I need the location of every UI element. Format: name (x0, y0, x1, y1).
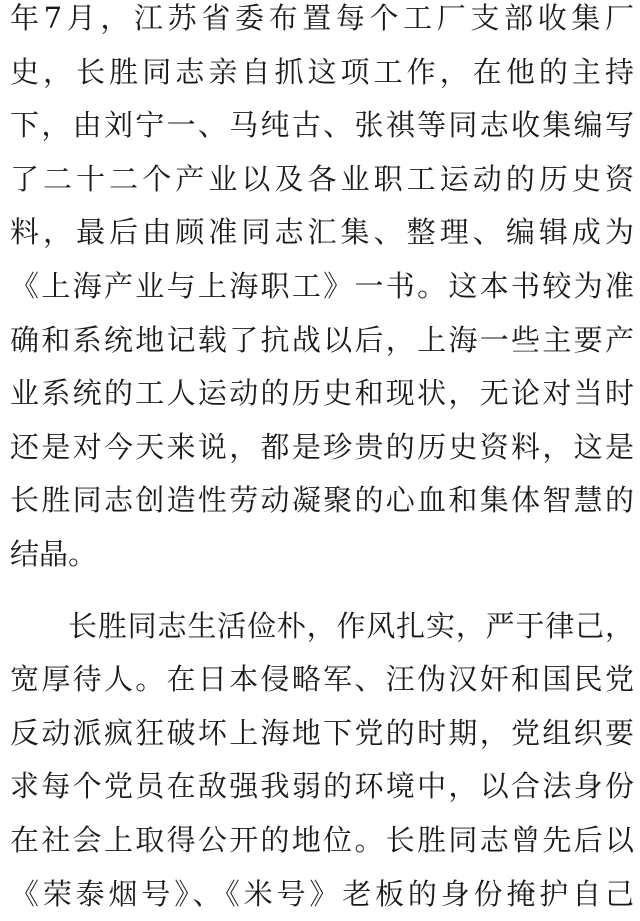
text-line: 长胜同志生活俭朴，作风扎实，严于律己， (10, 600, 634, 654)
text-line: 长胜同志创造性劳动凝聚的心血和集体智慧的 (10, 474, 634, 528)
text-line: 年7月，江苏省委布置每个工厂支部收集厂 (10, 0, 634, 46)
text-line: 确和系统地记载了抗战以后，上海一些主要产 (10, 314, 634, 368)
text-line: 在社会上取得公开的地位。长胜同志曾先后以 (10, 814, 634, 868)
text-line: 结晶。 (10, 528, 634, 582)
text-line: 史，长胜同志亲自抓这项工作，在他的主持 (10, 46, 634, 100)
text-line: 了二十二个产业以及各业职工运动的历史资 (10, 153, 634, 207)
text-line: 下，由刘宁一、马纯古、张祺等同志收集编写 (10, 99, 634, 153)
text-line: 《上海产业与上海职工》一书。这本书较为准 (10, 260, 634, 314)
text-line: 求每个党员在敌强我弱的环境中，以合法身份 (10, 760, 634, 814)
text-line: 宽厚待人。在日本侵略军、汪伪汉奸和国民党 (10, 653, 634, 707)
paragraph-1 (10, 0, 634, 582)
text-line: 《荣泰烟号》、《米号》老板的身份掩护自己 (10, 868, 634, 921)
text-line: 反动派疯狂破坏上海地下党的时期，党组织要 (10, 707, 634, 761)
paragraph-2 (10, 600, 634, 921)
text-line: 还是对今天来说，都是珍贵的历史资料，这是 (10, 421, 634, 475)
text-line: 业系统的工人运动的历史和现状，无论对当时 (10, 367, 634, 421)
text-line: 料，最后由顾准同志汇集、整理、编辑成为 (10, 206, 634, 260)
paragraph-gap (10, 582, 634, 600)
